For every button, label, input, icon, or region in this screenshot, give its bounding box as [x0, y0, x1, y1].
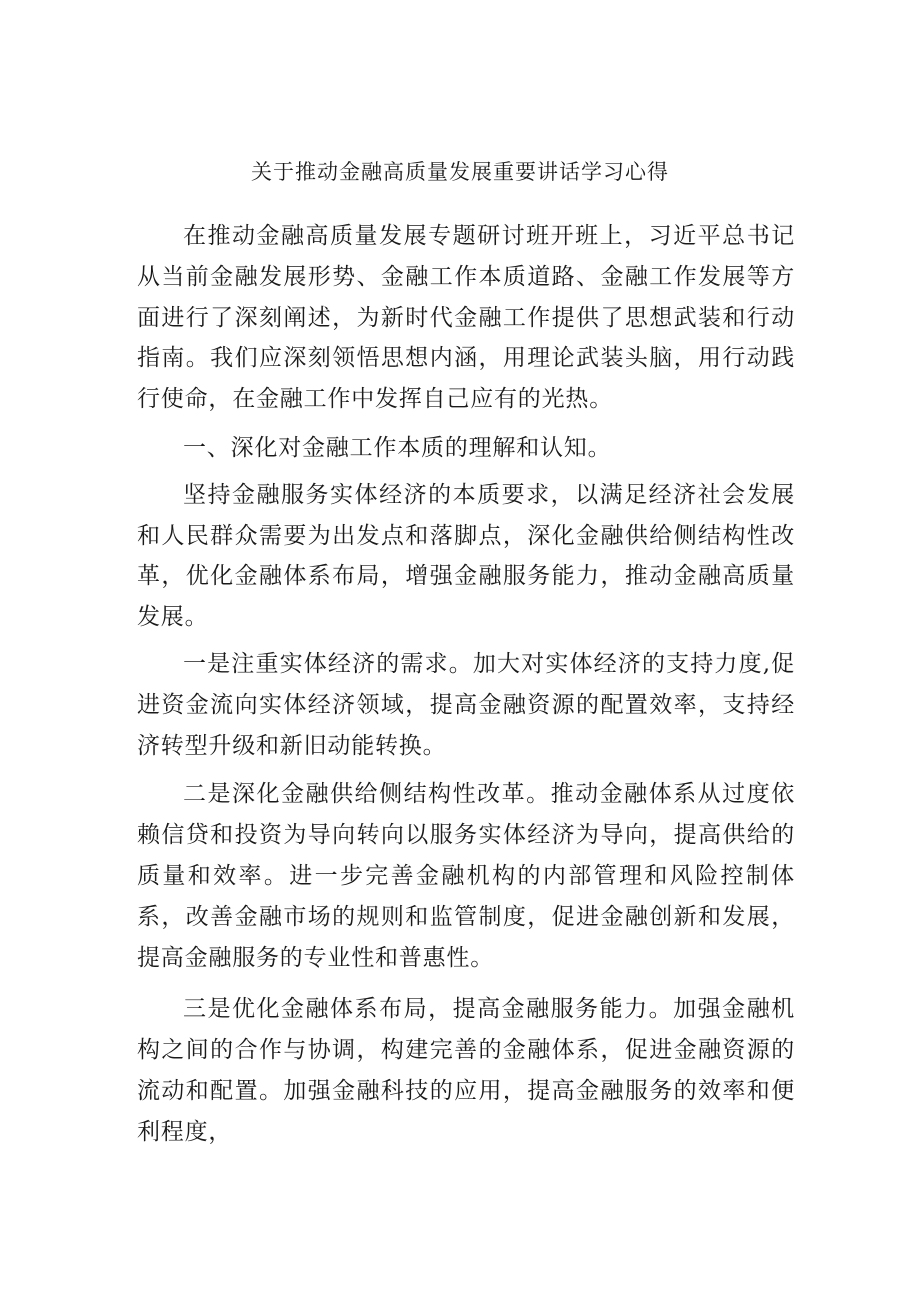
document-title: 关于推动金融高质量发展重要讲话学习心得 — [251, 160, 669, 184]
paragraph-intro: 在推动金融高质量发展专题研讨班开班上，习近平总书记从当前金融发展形势、金融工作本质道路、金融工作发展等方面进行了深刻阐述，为新时代金融工作提供了思想武装和行动指南。我们应深刻领悟思想内涵，用理论武装头脑，用行动践行使命，在金融工作中发挥自己应有的光热。 — [137, 223, 795, 413]
section-heading-1: 一、深化对金融工作本质的理解和认知。 — [183, 434, 612, 461]
paragraph-point-3: 三是优化金融体系布局，提高金融服务能力。加强金融机构之间的合作与协调，构建完善的金融体系，促进金融资源的流动和配置。加强金融科技的应用，提高金融服务的效率和便利程度， — [137, 996, 795, 1145]
paragraph-point-2: 二是深化金融供给侧结构性改革。推动金融体系从过度依赖信贷和投资为导向转向以服务实体经济为导向，提高供给的质量和效率。进一步完善金融机构的内部管理和风险控制体系，改善金融市场的规则和监管制度，促进金融创新和发展，提高金融服务的专业性和普惠性。 — [137, 781, 795, 971]
document-body — [137, 216, 795, 1153]
paragraph-section-1: 坚持金融服务实体经济的本质要求，以满足经济社会发展和人民群众需要为出发点和落脚点，深化金融供给侧结构性改革，优化金融体系布局，增强金融服务能力，推动金融高质量发展。 — [137, 481, 795, 631]
paragraph-point-1: 一是注重实体经济的需求。加大对实体经济的支持力度,促进资金流向实体经济领域，提高金融资源的配置效率，支持经济转型升级和新旧动能转换。 — [137, 650, 795, 759]
